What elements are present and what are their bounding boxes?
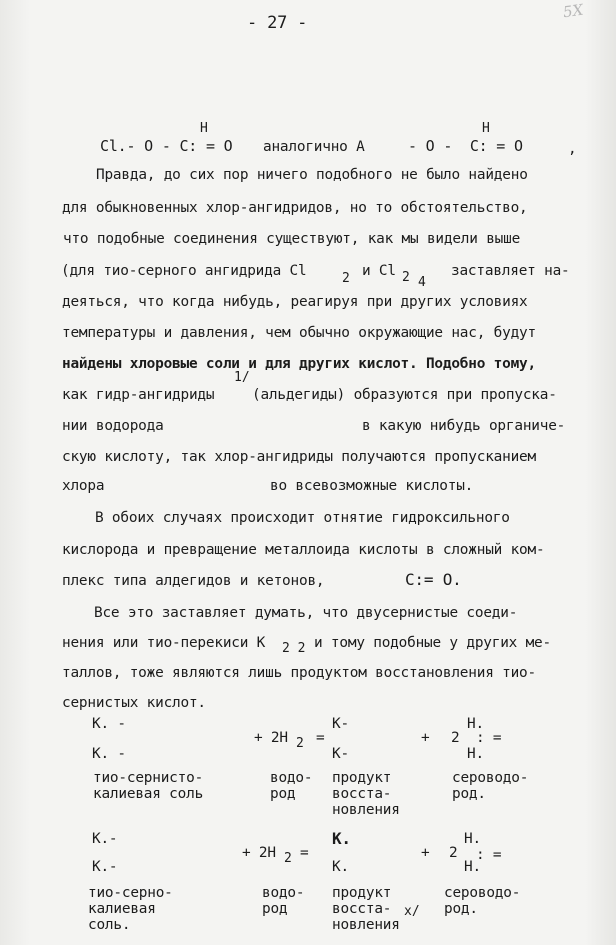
scheme2-label-salt: тио-серно- калиевая соль. <box>88 885 173 933</box>
scheme2-k2: K.- <box>92 859 118 875</box>
formula-right: - O - C: = O <box>408 137 523 155</box>
scheme2-colon: : = <box>476 847 502 863</box>
scheme1-colon: : = <box>476 730 502 746</box>
p2-line1: В обоих случаях происходит отнятие гидроксильного <box>95 510 510 526</box>
p3-line2-sub: 2 2 <box>282 641 306 656</box>
p2-line3b: C:= O. <box>405 570 462 589</box>
corner-mark: 5X <box>561 0 585 22</box>
scheme2-h1: H. <box>464 831 481 847</box>
p1-footnote-mark: 1/ <box>234 370 250 385</box>
p1-line1: Правда, до сих пор ничего подобного не было найдено <box>96 167 528 183</box>
p1-line9b: в какую нибудь органиче- <box>362 418 566 434</box>
p1-line10: скую кислоту, так хлор-ангидриды получаются пропусканием <box>62 449 536 465</box>
p1-line9a: нии водорода <box>62 418 164 434</box>
p1-line6: температуры и давления, чем обычно окружающие нас, будут <box>62 325 536 341</box>
p3-line1: Все это заставляет думать, что двусернистые соеди- <box>94 605 518 621</box>
p3-line3: таллов, тоже являются лишь продуктом восстановления тио- <box>62 665 536 681</box>
page-number: - 27 - <box>247 13 308 33</box>
formula-middle: аналогично A <box>263 139 365 155</box>
formula-h-left: H <box>200 121 208 136</box>
scheme1-label-h2s: сероводо- род. <box>452 770 529 802</box>
scheme1-eq: = <box>316 730 325 746</box>
p1-line5: деяться, что когда нибудь, реагируя при других условиях <box>62 294 528 310</box>
scheme2-k3: K. <box>332 829 351 848</box>
p2-line3a: плекс типа алдегидов и кетонов, <box>62 573 325 589</box>
p2-line2: кислорода и превращение металлоида кислоты в сложный ком- <box>62 542 545 558</box>
scheme1-plus2: + <box>421 730 430 746</box>
scheme1-plus1: + 2H <box>254 730 288 746</box>
scheme2-sub-h: 2 <box>284 851 292 866</box>
scheme2-k4: K. <box>332 859 349 875</box>
p1-line4b: и Cl <box>362 263 396 279</box>
scheme1-label-prod: продукт восста- новления <box>332 770 400 818</box>
scheme2-plus2: + <box>421 845 430 861</box>
p1-line7: найдены хлоровые соли и для других кислот. Подобно тому, <box>62 356 536 372</box>
p1-line11a: хлора <box>62 478 105 494</box>
scheme1-label-salt: тио-сернисто- калиевая соль <box>93 770 204 802</box>
p1-line4-sub1: 2 <box>342 271 350 286</box>
formula-tail: , <box>568 141 577 157</box>
scheme1-label-h: водо- род <box>270 770 313 802</box>
p1-line11b: во всевозможные кислоты. <box>270 478 474 494</box>
scheme1-sub-h: 2 <box>296 736 304 751</box>
p1-line4-sub2: 2 <box>402 270 410 285</box>
p1-line2: для обыкновенных хлор-ангидридов, но то обстоятельство, <box>62 200 528 216</box>
scheme2-label-prod: продукт восста- новления <box>332 885 400 933</box>
scheme1-k2: K. - <box>92 746 126 762</box>
scheme2-two: 2 <box>449 845 458 861</box>
p3-line2b: и тому подобные у других ме- <box>314 635 551 651</box>
formula-left: Cl.- O - C: = O <box>100 137 233 155</box>
scheme1-k4: K- <box>332 746 349 762</box>
scheme2-label-x: x/ <box>404 904 420 919</box>
scheme2-label-h2s: сероводо- род. <box>444 885 521 917</box>
scheme2-k1: K.- <box>92 831 118 847</box>
scheme1-k1: K. - <box>92 716 126 732</box>
p3-line2a: нения или тио-перекиси K <box>62 635 266 651</box>
p3-line4: сернистых кислот. <box>62 695 206 711</box>
scheme1-h2: H. <box>467 746 484 762</box>
scheme1-two: 2 <box>451 730 460 746</box>
scheme2-label-h: водо- род <box>262 885 305 917</box>
scheme1-k3: K- <box>332 716 349 732</box>
p1-line4a: (для тио-серного ангидрида Cl <box>61 263 307 279</box>
p1-line4c: заставляет на- <box>451 263 570 279</box>
scheme2-h2: H. <box>464 859 481 875</box>
scheme1-h1: H. <box>467 716 484 732</box>
p1-line3: что подобные соединения существуют, как мы видели выше <box>63 231 521 247</box>
scheme2-eq: = <box>300 845 309 861</box>
p1-line4-sub3: 4 <box>418 275 426 290</box>
p1-line8a: как гидр-ангидриды <box>62 387 215 403</box>
scheme2-plus1: + 2H <box>242 845 276 861</box>
p1-line8b: (альдегиды) образуются при пропуска- <box>252 387 557 403</box>
formula-h-right: H <box>482 121 490 136</box>
